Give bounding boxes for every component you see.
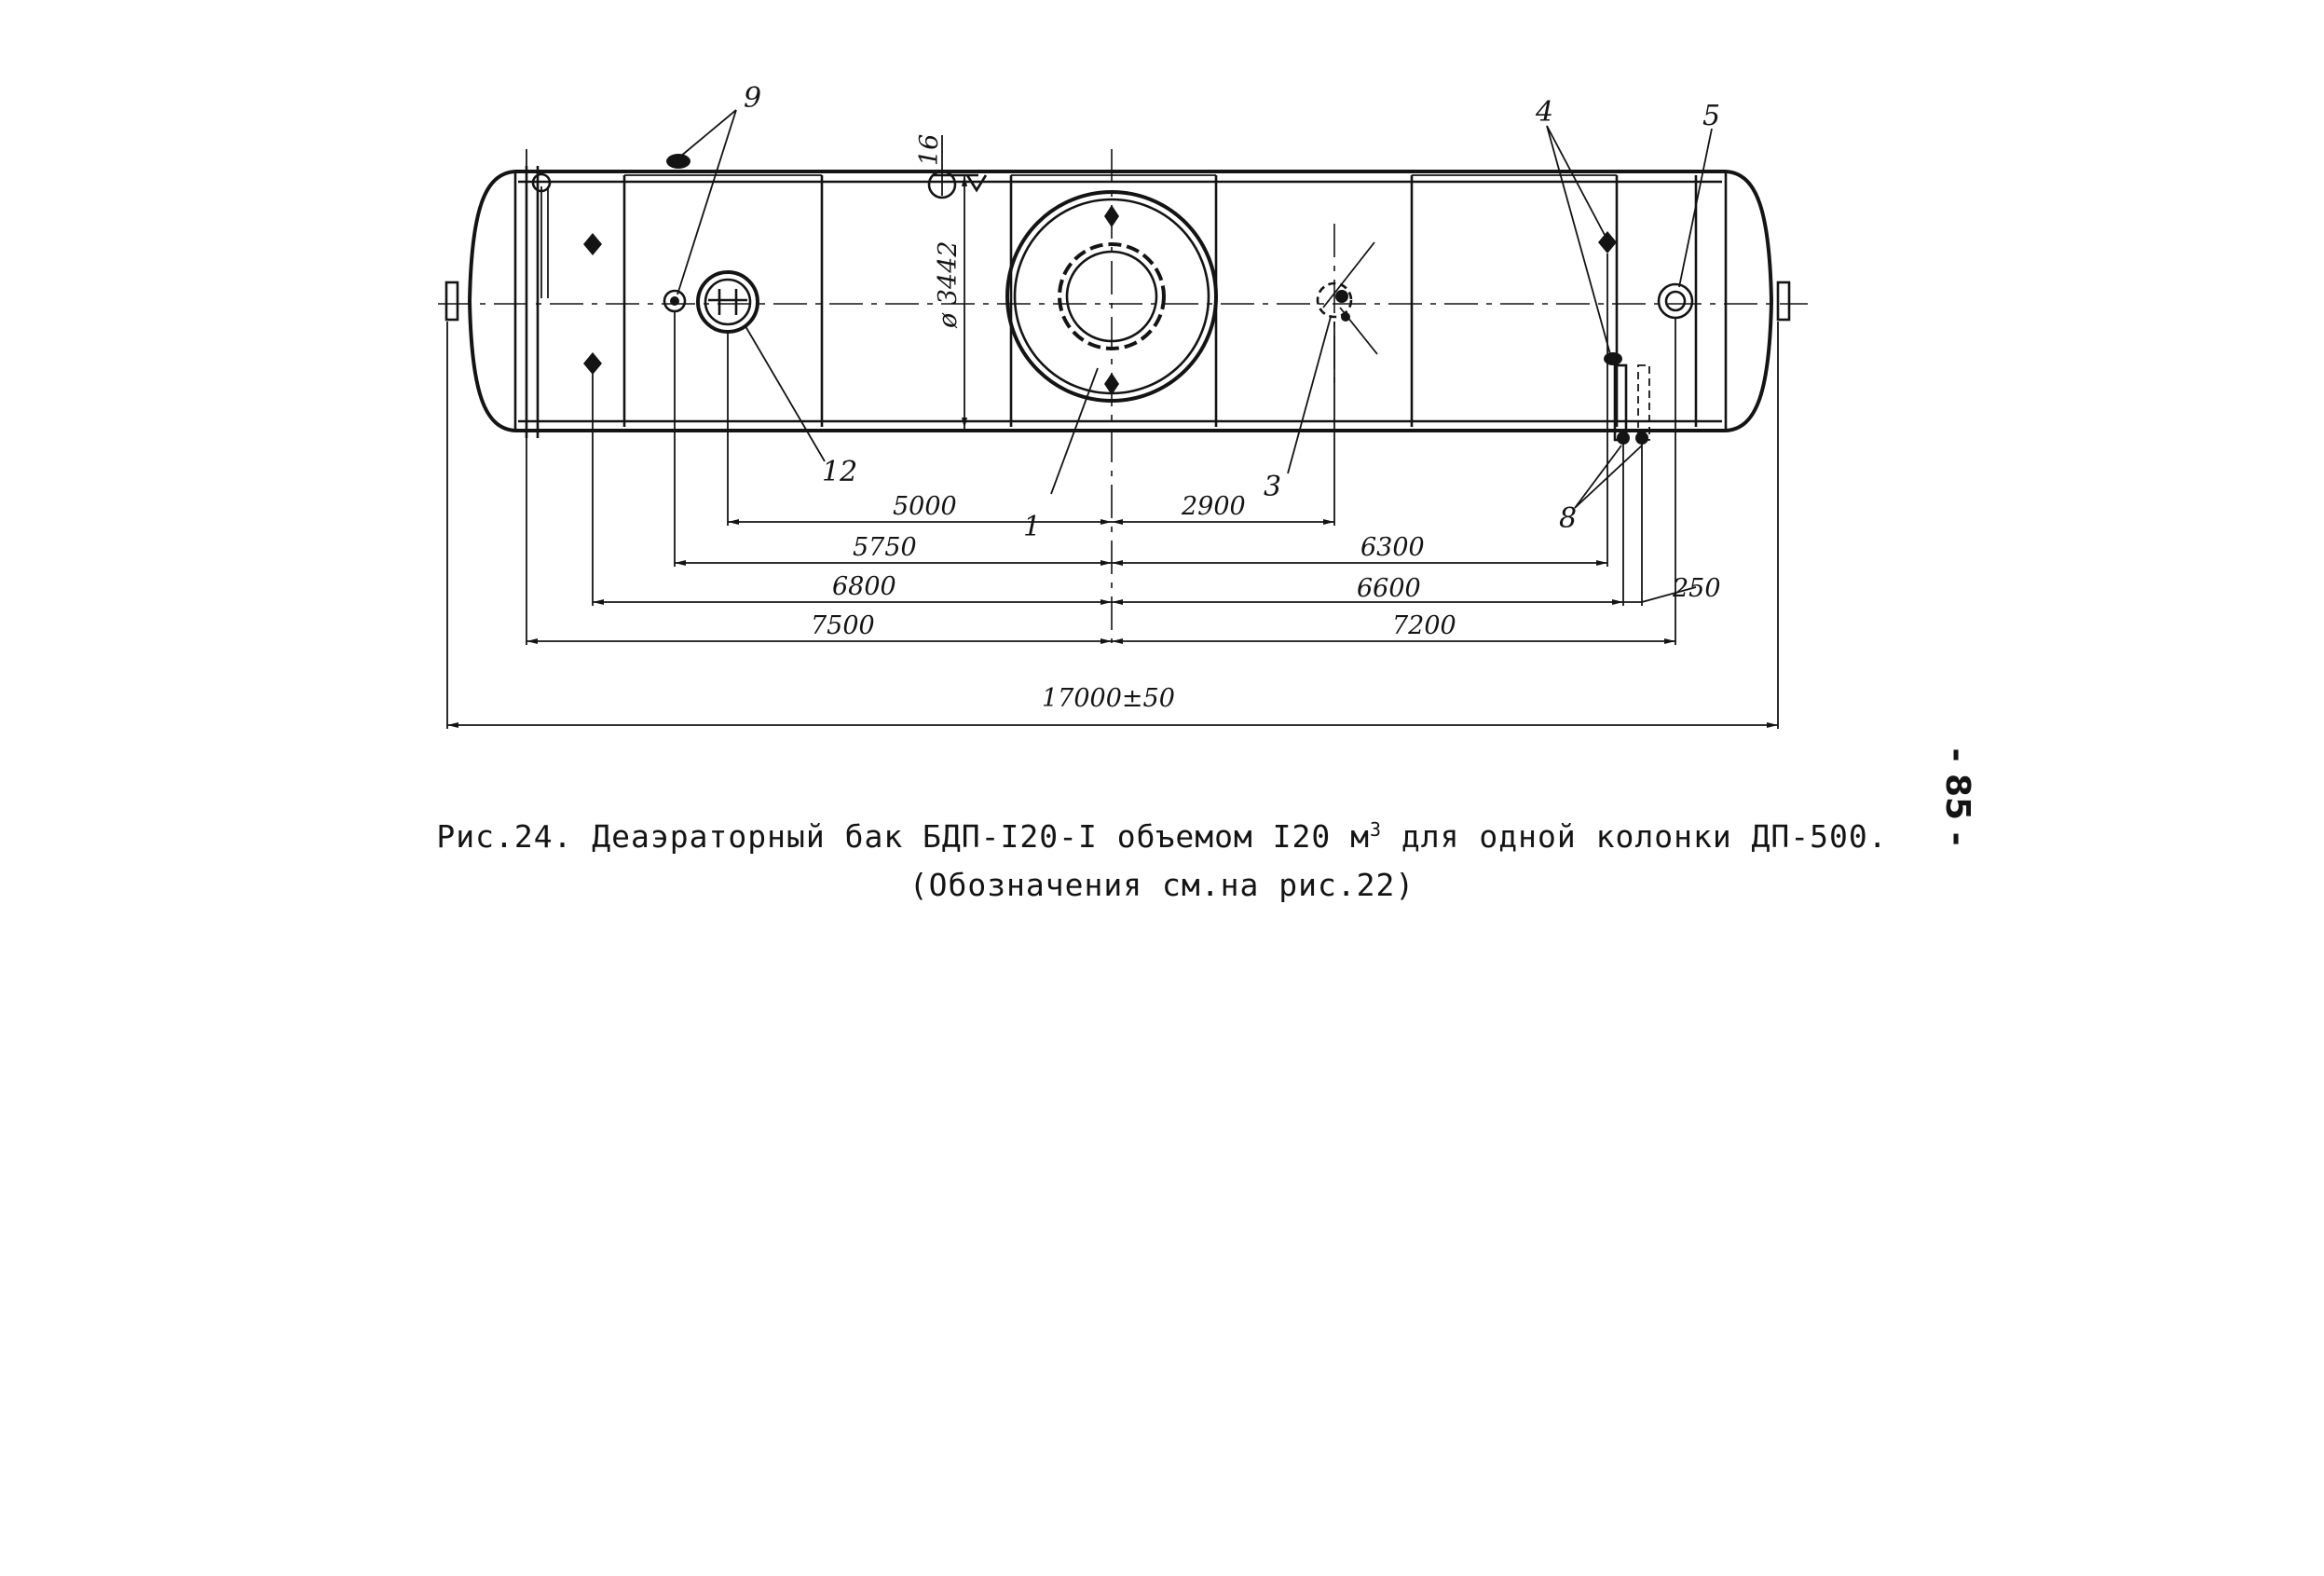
nozzle-3 bbox=[1318, 242, 1377, 354]
tank-body bbox=[446, 171, 1789, 431]
diameter-label: ø 3442 bbox=[934, 240, 963, 328]
caption-superscript: 3 bbox=[1370, 818, 1383, 841]
central-dome bbox=[1007, 192, 1216, 401]
manhole-12 bbox=[698, 272, 758, 332]
dimension-7500: 7500 bbox=[811, 611, 875, 640]
dimension-250: 250 bbox=[1673, 574, 1721, 603]
page-number: - 85 - bbox=[1938, 747, 1976, 846]
dimension-2900: 2900 bbox=[1182, 492, 1246, 521]
center-axes bbox=[438, 149, 1808, 643]
nozzle-diamond-icon bbox=[583, 233, 602, 255]
weld-label: 16 bbox=[915, 133, 944, 166]
dimension-5750: 5750 bbox=[853, 533, 917, 562]
figure-caption-note: (Обозначения см.на рис.22) bbox=[909, 867, 1415, 903]
callout-3: 3 bbox=[1264, 471, 1282, 503]
shell-bands bbox=[624, 175, 1617, 427]
caption-text: Рис.24. Деаэраторный бак БДП-I20-I объемом I20 м bbox=[436, 818, 1371, 855]
callout-9: 9 bbox=[744, 82, 762, 115]
dimension-total-length: 17000±50 bbox=[1042, 684, 1175, 713]
callout-5: 5 bbox=[1702, 100, 1721, 132]
dimension-6600: 6600 bbox=[1357, 574, 1421, 603]
dimension-6300: 6300 bbox=[1360, 533, 1425, 562]
right-end-fittings bbox=[1598, 175, 1696, 445]
callout-8: 8 bbox=[1559, 502, 1578, 535]
dimension-7200: 7200 bbox=[1392, 611, 1456, 640]
callout-12: 12 bbox=[822, 456, 858, 488]
top-nozzle-icon bbox=[666, 154, 690, 169]
nozzle-diamond-icon bbox=[583, 352, 602, 375]
caption-text-end: для одной колонки ДП-500. bbox=[1382, 818, 1888, 855]
dimension-5000: 5000 bbox=[893, 492, 957, 521]
callout-1: 1 bbox=[1023, 511, 1042, 543]
callout-4: 4 bbox=[1536, 96, 1554, 129]
left-end-fittings bbox=[526, 154, 690, 438]
dimension-6800: 6800 bbox=[832, 572, 896, 601]
